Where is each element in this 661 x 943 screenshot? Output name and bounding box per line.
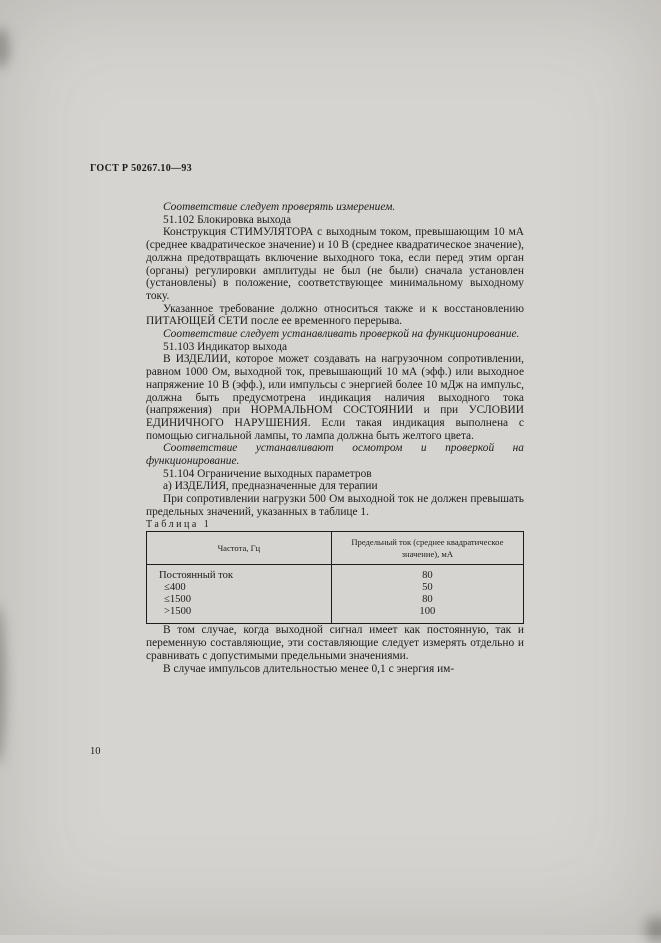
cell-frequency: Постоянный ток — [159, 570, 234, 582]
scan-artifact — [645, 917, 661, 943]
compliance-note: Соответствие следует устанавливать проверкой на функционирование. — [163, 328, 520, 341]
scan-artifact — [0, 605, 5, 765]
paragraph: Конструкция СТИМУЛЯТОРА с выходным током, превышающим 10 мА (среднее квадратическое значение) и 10 В (среднее квадратическое значение), должна предотвращать включение выходного тока, если перед этим орган (органы) регулировки амплитуды не был (не были) сначала установлен (установлены) в положение, соответствующее минимальному выходному току. — [146, 226, 524, 302]
compliance-note: Соответствие устанавливают осмотром и проверкой на функционирование. — [146, 442, 524, 468]
table-header-row — [147, 532, 524, 565]
page-number: 10 — [90, 746, 101, 757]
paragraph: Указанное требование должно относиться также и к восстановлению ПИТАЮЩЕЙ СЕТИ после ее временного перерыва. — [146, 302, 524, 328]
col-header-frequency: Частота, Гц — [147, 532, 332, 565]
scan-artifact — [0, 28, 9, 68]
cell-frequency: ≤1500 — [164, 594, 192, 606]
section-heading-51-103: 51.103 Индикатор выхода — [163, 340, 288, 353]
table-row — [147, 565, 524, 583]
paragraph: В ИЗДЕЛИИ, которое может создавать на нагрузочном сопротивлении, равном 1000 Ом, выходной ток, превышающий 10 мА (эфф.) или выходное напряжение 10 В (эфф.), или импульсы с энергией более 10 мДж на импульс, должна быть предусмотрена индикация наличия выходного тока (напряжения) при НОРМАЛЬНОМ СОСТОЯНИИ и при УСЛОВИИ ЕДИНИЧНОГО НАРУШЕНИЯ. Если такая индикация выполнена с помощью сигнальной лампы, то лампа должна быть желтого цвета. — [146, 353, 524, 442]
cell-current: 100 — [331, 606, 523, 624]
page-body — [146, 201, 524, 675]
table-row — [147, 594, 524, 606]
section-heading-51-102: 51.102 Блокировка выхода — [163, 213, 292, 226]
col-header-max-current: Предельный ток (среднее квадратическое значение), мА — [331, 532, 523, 565]
subsection-item-a: а) ИЗДЕЛИЯ, предназначенные для терапии — [163, 480, 378, 493]
table-row — [147, 606, 524, 624]
cell-frequency: >1500 — [164, 606, 192, 618]
table-caption: Таблица 1 — [146, 518, 212, 530]
cell-current: 80 — [331, 594, 523, 606]
limits-table — [146, 531, 524, 624]
compliance-note: Соответствие следует проверять измерением. — [163, 201, 396, 213]
table-row — [147, 582, 524, 594]
paragraph-continued: В случае импульсов длительностью менее 0,1 с энергия им- — [163, 662, 455, 675]
section-heading-51-104: 51.104 Ограничение выходных параметров — [163, 467, 372, 480]
cell-current: 50 — [331, 582, 523, 594]
paragraph: При сопротивлении нагрузки 500 Ом выходной ток не должен превышать предельных значений, указанных в таблице 1. — [146, 493, 524, 518]
paragraph: В том случае, когда выходной сигнал имеет как постоянную, так и переменную составляющие, эти составляющие следует измерять отдельно и сравнивать с допустимыми предельными значениями. — [146, 624, 524, 662]
cell-current: 80 — [331, 565, 523, 583]
cell-frequency: ≤400 — [164, 582, 186, 594]
doc-number: ГОСТ Р 50267.10—93 — [90, 163, 192, 174]
